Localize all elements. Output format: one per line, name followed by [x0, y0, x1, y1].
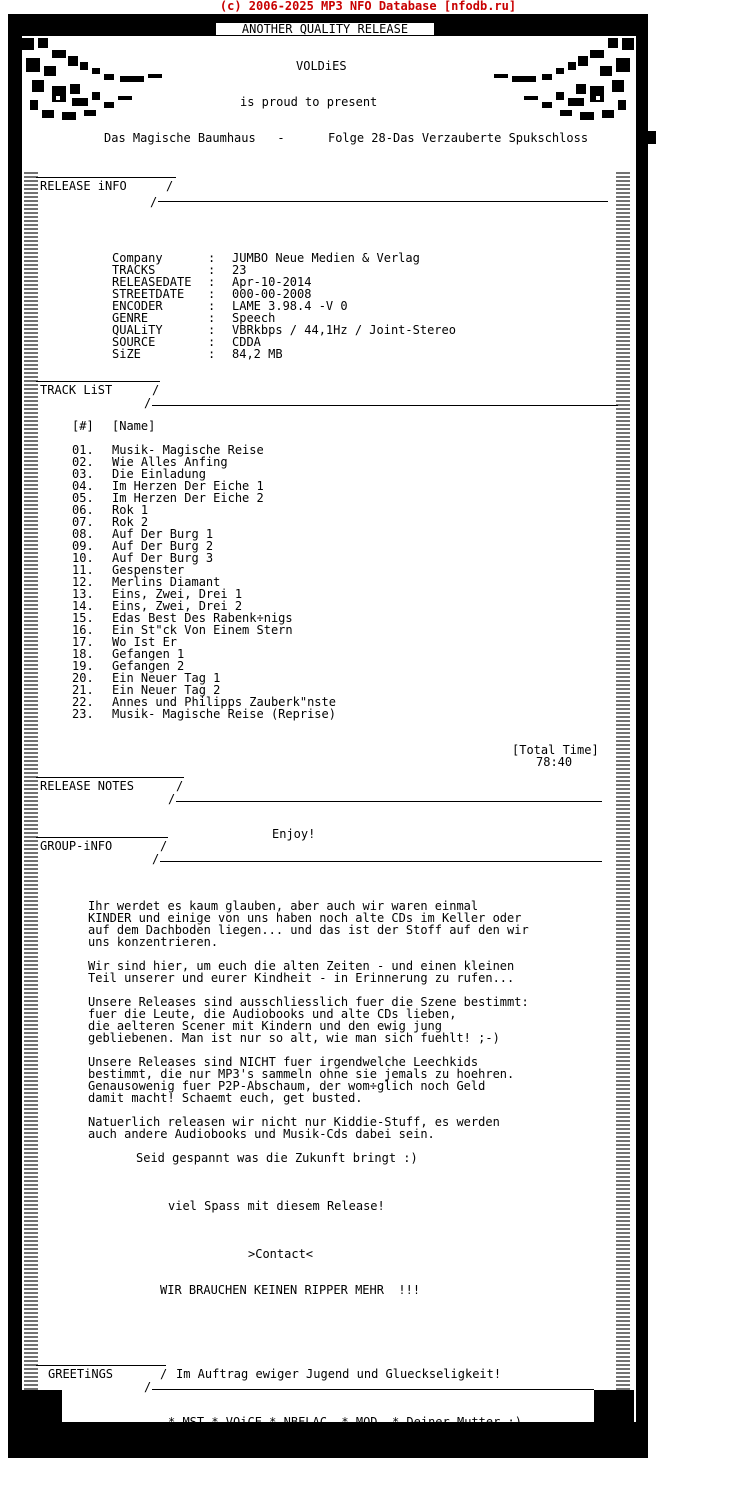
track-name: Eins, Zwei, Drei 2 [112, 599, 243, 613]
right-bottom-ornament [594, 1390, 634, 1422]
track-number: 22. [72, 695, 94, 709]
track-name: Auf Der Burg 1 [112, 527, 214, 541]
track-number: 06. [72, 503, 94, 517]
track-name: Die Einladung [112, 467, 206, 481]
track-header-name: [Name] [112, 419, 156, 433]
info-colon: : [208, 275, 216, 289]
group-text-line: auf dem Dachboden liegen... und das ist der Stoff auf den wir [88, 923, 529, 937]
track-number: 12. [72, 575, 94, 589]
info-key: QUALiTY [112, 323, 163, 337]
info-key: Company [112, 251, 163, 265]
track-name: Gefangen 2 [112, 659, 185, 673]
track-list-top-rule [36, 381, 160, 382]
group-info-rule [160, 861, 602, 862]
group-info-heading: GROUP-iNFO [40, 839, 113, 853]
info-colon: : [208, 347, 216, 361]
track-name: Ein Neuer Tag 1 [112, 671, 221, 685]
info-colon: : [208, 299, 216, 313]
track-number: 03. [72, 467, 94, 481]
group-info-slash: / [160, 839, 168, 853]
info-value: Apr-10-2014 [232, 275, 312, 289]
track-name: Gespenster [112, 563, 185, 577]
release-info-slash-2: / [150, 195, 158, 209]
right-side-pattern [616, 170, 630, 1390]
track-list-slash-2: / [144, 396, 152, 410]
release-info-top-rule [36, 177, 176, 178]
track-name: Merlins Diamant [112, 575, 221, 589]
left-side-pattern [24, 170, 38, 1390]
banner-text: ANOTHER QUALITY RELEASE [241, 22, 409, 36]
title-cursor-block [648, 131, 656, 144]
track-list-rule [152, 405, 618, 406]
track-number: 13. [72, 587, 94, 601]
motto-line: Im Auftrag ewiger Jugend und Glueckseligkeit! [176, 1367, 502, 1381]
greetings-slash-2: / [144, 1380, 152, 1394]
right-ornament-icon [478, 14, 648, 124]
track-number: 09. [72, 539, 94, 553]
left-ornament-icon [8, 14, 178, 124]
track-number: 07. [72, 515, 94, 529]
greetings-top-rule [36, 1365, 166, 1366]
track-number: 19. [72, 659, 94, 673]
track-list-slash: / [152, 383, 160, 397]
group-text-line: fuer die Leute, die Audiobooks und alte CDs lieben, [88, 1007, 457, 1021]
total-time-value: 78:40 [536, 755, 573, 769]
track-name: Eins, Zwei, Drei 1 [112, 587, 243, 601]
track-name: Wie Alles Anfing [112, 455, 228, 469]
group-text-line: Ihr werdet es kaum glauben, aber auch wir waren einmal [88, 899, 479, 913]
total-time-label: [Total Time] [512, 743, 599, 757]
info-colon: : [208, 323, 216, 337]
release-notes-slash-2: / [168, 792, 176, 806]
info-value: LAME 3.98.4 -V 0 [232, 299, 348, 313]
track-name: Rok 1 [112, 503, 149, 517]
group-text-line: Natuerlich releasen wir nicht nur Kiddie-Stuff, es werden [88, 1115, 500, 1129]
nfo-content-area [22, 36, 636, 1422]
release-info-slash: / [166, 179, 174, 193]
track-name: Musik- Magische Reise (Reprise) [112, 707, 336, 721]
info-key: ENCODER [112, 299, 163, 313]
info-colon: : [208, 311, 216, 325]
track-number: 02. [72, 455, 94, 469]
track-number: 21. [72, 683, 94, 697]
info-value: 23 [232, 263, 247, 277]
group-text-line: Wir sind hier, um euch die alten Zeiten - und einen kleinen [88, 959, 515, 973]
track-number: 14. [72, 599, 94, 613]
group-text-line: damit macht! Schaemt euch, get busted. [88, 1091, 363, 1105]
info-value: 84,2 MB [232, 347, 283, 361]
release-notes-slash: / [176, 779, 184, 793]
track-number: 11. [72, 563, 94, 577]
present-line: is proud to present [240, 95, 378, 109]
group-text-line: die aelteren Scener mit Kindern und den ewig jung [88, 1019, 443, 1033]
info-colon: : [208, 263, 216, 277]
group-info-top-rule [36, 837, 168, 838]
greets-line: * MST * VOiCE * NBFLAC * MOD * Deiner Mutter :) [168, 1415, 523, 1429]
track-name: Auf Der Burg 3 [112, 551, 214, 565]
group-text-line: Teil unserer und eurer Kindheit - in Erinnerung zu rufen... [88, 971, 515, 985]
ripper-line: WIR BRAUCHEN KEINEN RIPPER MEHR !!! [160, 1283, 421, 1297]
info-colon: : [208, 335, 216, 349]
track-name: Rok 2 [112, 515, 149, 529]
track-name: Im Herzen Der Eiche 1 [112, 479, 264, 493]
group-text-line: Unsere Releases sind ausschliesslich fuer die Szene bestimmt: [88, 995, 529, 1009]
track-number: 10. [72, 551, 94, 565]
release-notes-text: Enjoy! [272, 827, 316, 841]
track-number: 23. [72, 707, 94, 721]
group-info-slash-2: / [152, 852, 160, 866]
group-text-line: gebliebenen. Man ist nur so alt, wie man sich fuehlt! ;-) [88, 1031, 500, 1045]
track-number: 08. [72, 527, 94, 541]
track-name: Annes und Philipps Zauberk"nste [112, 695, 336, 709]
group-text-line: uns konzentrieren. [88, 935, 219, 949]
left-bottom-ornament [22, 1390, 62, 1422]
info-key: GENRE [112, 311, 149, 325]
banner-box [216, 23, 434, 35]
track-number: 20. [72, 671, 94, 685]
track-name: Ein St"ck Von Einem Stern [112, 623, 293, 637]
contact-line: >Contact< [248, 1247, 314, 1261]
info-value: JUMBO Neue Medien & Verlag [232, 251, 420, 265]
track-name: Edas Best Des Rabenk÷nigs [112, 611, 293, 625]
release-title: Das Magische Baumhaus - Folge 28-Das Verzauberte Spukschloss [104, 131, 589, 145]
track-number: 18. [72, 647, 94, 661]
track-name: Auf Der Burg 2 [112, 539, 214, 553]
info-value: 000-00-2008 [232, 287, 312, 301]
group-text-line: auch andere Audiobooks und Musik-Cds dabei sein. [88, 1127, 435, 1141]
track-number: 04. [72, 479, 94, 493]
track-number: 17. [72, 635, 94, 649]
release-notes-heading: RELEASE NOTES [40, 779, 134, 793]
release-notes-rule [176, 801, 602, 802]
group-name: VOLDiES [296, 59, 347, 73]
group-text-line: KINDER und einige von uns haben noch alte CDs im Keller oder [88, 911, 522, 925]
greetings-slash: / [160, 1367, 168, 1381]
group-text-line: Genausowenig fuer P2P-Abschaum, der wom÷glich noch Geld [88, 1079, 486, 1093]
greetings-heading: GREETiNGS [48, 1367, 114, 1381]
greetings-rule [152, 1389, 594, 1390]
track-number: 01. [72, 443, 94, 457]
track-name: Musik- Magische Reise [112, 443, 264, 457]
copyright-header: (c) 2006-2025 MP3 NFO Database [nfodb.ru] [219, 0, 517, 13]
track-number: 15. [72, 611, 94, 625]
info-key: SiZE [112, 347, 141, 361]
info-key: RELEASEDATE [112, 275, 192, 289]
track-name: Gefangen 1 [112, 647, 185, 661]
info-key: STREETDATE [112, 287, 185, 301]
future-line: Seid gespannt was die Zukunft bringt :) [136, 1151, 418, 1165]
track-header-num: [#] [72, 419, 94, 433]
track-list-heading: TRACK LiST [40, 383, 113, 397]
track-name: Ein Neuer Tag 2 [112, 683, 221, 697]
release-notes-top-rule [36, 777, 184, 778]
info-value: Speech [232, 311, 276, 325]
track-name: Wo Ist Er [112, 635, 178, 649]
release-info-rule [158, 201, 608, 202]
track-number: 16. [72, 623, 94, 637]
group-text-line: bestimmt, die nur MP3's sammeln ohne sie jemals zu hoehren. [88, 1067, 515, 1081]
info-value: VBRkbps / 44,1Hz / Joint-Stereo [232, 323, 456, 337]
fun-line: viel Spass mit diesem Release! [168, 1199, 385, 1213]
info-key: TRACKS [112, 263, 156, 277]
info-value: CDDA [232, 335, 261, 349]
info-colon: : [208, 287, 216, 301]
group-text-line: Unsere Releases sind NICHT fuer irgendwelche Leechkids [88, 1055, 479, 1069]
release-info-heading: RELEASE iNFO [40, 179, 127, 193]
info-key: SOURCE [112, 335, 156, 349]
info-colon: : [208, 251, 216, 265]
track-number: 05. [72, 491, 94, 505]
track-name: Im Herzen Der Eiche 2 [112, 491, 264, 505]
